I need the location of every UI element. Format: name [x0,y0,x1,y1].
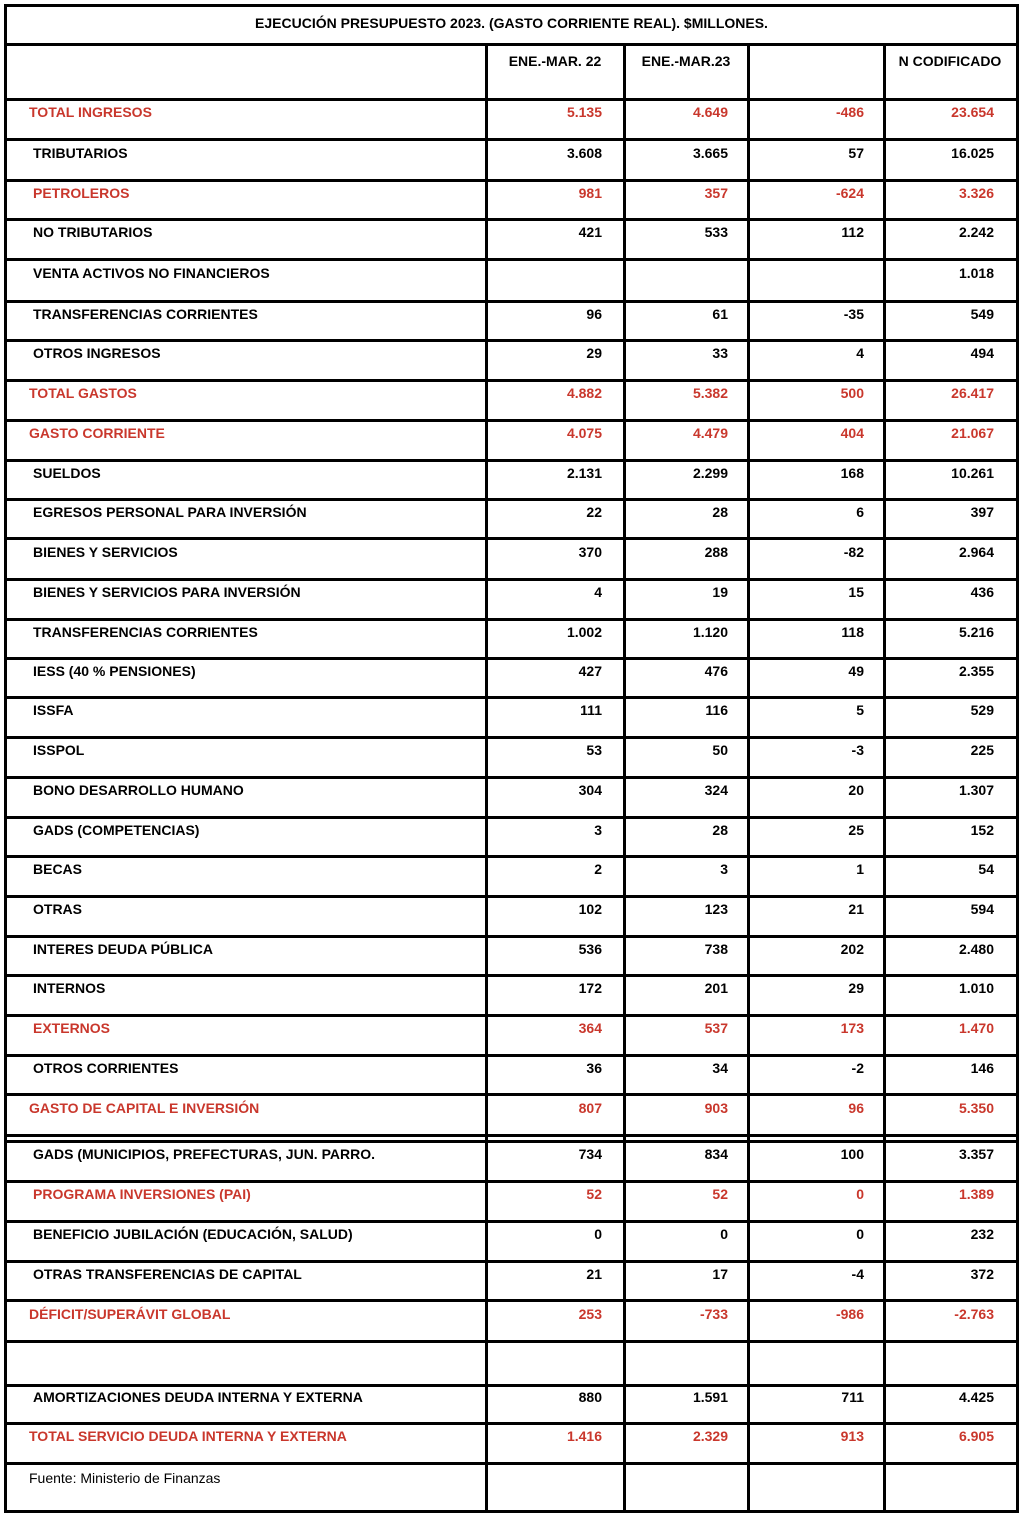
row-label: GADS (MUNICIPIOS, PREFECTURAS, JUN. PARRO. [33,1146,375,1162]
row-label: TOTAL SERVICIO DEUDA INTERNA Y EXTERNA [29,1428,347,1444]
table-row [7,1261,1016,1300]
cell-value: 4 [594,584,602,600]
table-row [7,975,1016,1015]
cell-value: 880 [578,1389,602,1405]
cell-value: 304 [578,782,602,798]
table-row [7,538,1016,579]
cell-value: 3.326 [958,185,994,201]
row-label: DÉFICIT/SUPERÁVIT GLOBAL [29,1306,231,1322]
cell-value: 4 [856,345,864,361]
cell-value: 232 [970,1226,994,1242]
table-row [7,1141,1016,1181]
table-row [7,1015,1016,1055]
row-label: TOTAL INGRESOS [29,104,152,120]
table-row [7,697,1016,737]
cell-value: 2.964 [958,544,994,560]
cell-value: 2.480 [958,941,994,957]
cell-value: 61 [712,306,728,322]
cell-value: 29 [848,980,864,996]
cell-value: 3 [720,861,728,877]
cell-value: 427 [578,663,602,679]
cell-value: 4.649 [692,104,728,120]
table-row [7,737,1016,777]
cell-value: 116 [705,702,728,718]
row-label: BECAS [33,861,83,877]
cell-value: 2 [594,861,602,877]
row-label: TRIBUTARIOS [33,145,128,161]
cell-value: 168 [840,465,864,481]
cell-value: 537 [704,1020,728,1036]
cell-value: 4.479 [692,425,728,441]
row-label: PROGRAMA INVERSIONES (PAI) [33,1186,251,1202]
cell-value: 2.329 [692,1428,728,1444]
source-note: Fuente: Ministerio de Finanzas [29,1470,221,1486]
cell-value: 34 [712,1060,728,1076]
cell-value: 21 [586,1266,602,1282]
cell-value: 10.261 [951,465,994,481]
cell-value: 146 [970,1060,994,1076]
cell-value: 288 [704,544,728,560]
cell-value: 21 [848,901,864,917]
cell-value: 1.416 [566,1428,602,1444]
cell-value: 4.075 [566,425,602,441]
cell-value: 0 [856,1186,864,1202]
cell-value: 23.654 [951,104,994,120]
cell-value: 5.350 [958,1100,994,1116]
cell-value: 3.608 [566,145,602,161]
cell-value: 102 [578,901,602,917]
cell-value: 1.002 [566,624,602,640]
cell-value: 364 [578,1020,602,1036]
cell-value: 421 [578,224,602,240]
cell-value: 2.299 [692,465,728,481]
cell-value: 476 [704,663,728,679]
cell-value: 53 [586,742,602,758]
cell-value: 436 [970,584,994,600]
cell-value: 2.131 [566,465,602,481]
cell-value: 100 [840,1146,864,1162]
table-row [7,301,1016,340]
table-row [7,180,1016,219]
cell-value: 15 [848,584,864,600]
cell-value: 834 [704,1146,728,1162]
row-label: EXTERNOS [33,1020,111,1036]
table-row [7,896,1016,936]
cell-value: 52 [586,1186,602,1202]
cell-value: 711 [841,1389,864,1405]
table-row [7,380,1016,420]
row-label: BIENES Y SERVICIOS PARA INVERSIÓN [33,584,301,600]
cell-value: 1.307 [958,782,994,798]
cell-value: 324 [704,782,728,798]
table-row [7,579,1016,619]
row-label: BONO DESARROLLO HUMANO [33,782,244,798]
row-label: TRANSFERENCIAS CORRIENTES [33,306,258,322]
cell-value: 533 [704,224,728,240]
cell-value: 1.470 [958,1020,994,1036]
cell-value: 5 [856,702,864,718]
cell-value: 22 [586,504,602,520]
row-label: INTERNOS [33,980,106,996]
table-row [7,1221,1016,1261]
cell-value: 903 [704,1100,728,1116]
cell-value: 2.355 [958,663,994,679]
table-row [7,139,1016,180]
cell-value: -986 [835,1306,864,1322]
cell-value: 1.120 [692,624,728,640]
cell-value: -4 [851,1266,864,1282]
cell-value: 21.067 [951,425,994,441]
cell-value: 118 [841,624,864,640]
cell-value: 594 [970,901,994,917]
cell-value: 172 [578,980,602,996]
cell-value: 0 [856,1226,864,1242]
cell-value: 397 [970,504,994,520]
cell-value: -82 [843,544,864,560]
cell-value: 16.025 [951,145,994,161]
cell-value: 6 [856,504,864,520]
cell-value: 549 [970,306,994,322]
row-label: OTRAS [33,901,82,917]
cell-value: 404 [840,425,864,441]
cell-value: 2.242 [958,224,994,240]
cell-value: 49 [848,663,864,679]
table-title: EJECUCIÓN PRESUPUESTO 2023. (GASTO CORRIENTE REAL). $MILLONES. [255,15,768,31]
cell-value: -733 [699,1306,728,1322]
cell-value: 26.417 [951,385,994,401]
table-row [7,817,1016,856]
cell-value: 28 [712,504,728,520]
cell-value: 4.882 [566,385,602,401]
cell-value: 372 [970,1266,994,1282]
cell-value: 3.665 [692,145,728,161]
row-label: PETROLEROS [33,185,130,201]
row-label: NO TRIBUTARIOS [33,224,153,240]
row-label: BENEFICIO JUBILACIÓN (EDUCACIÓN, SALUD) [33,1226,353,1242]
table-row [7,658,1016,697]
cell-value: 57 [848,145,864,161]
row-label: EGRESOS PERSONAL PARA INVERSIÓN [33,504,307,520]
table-row [7,420,1016,460]
cell-value: 96 [848,1100,864,1116]
cell-value: 370 [578,544,602,560]
cell-value: 1 [856,861,864,877]
row-label: OTROS CORRIENTES [33,1060,179,1076]
cell-value: 494 [970,345,994,361]
row-label: VENTA ACTIVOS NO FINANCIEROS [33,265,270,281]
table-row [7,1385,1016,1423]
row-label: SUELDOS [33,465,101,481]
column-header: ENE.-MAR.23 [641,53,731,69]
row-label: GASTO CORRIENTE [29,425,165,441]
table-row [7,1300,1016,1341]
cell-value: -35 [843,306,864,322]
cell-value: 202 [840,941,864,957]
cell-value: 3.357 [958,1146,994,1162]
cell-value: -2.763 [954,1306,994,1322]
table-row [7,219,1016,259]
table-row [7,460,1016,499]
cell-value: 3 [594,822,602,838]
row-label: GASTO DE CAPITAL E INVERSIÓN [29,1100,260,1116]
row-label: OTROS INGRESOS [33,345,161,361]
cell-value: 96 [586,306,602,322]
cell-value: 1.389 [958,1186,994,1202]
table-row [7,499,1016,538]
cell-value: 19 [712,584,728,600]
table-row [7,936,1016,975]
row-label: GADS (COMPETENCIAS) [33,822,200,838]
cell-value: 1.010 [958,980,994,996]
cell-value: 152 [970,822,994,838]
row-divider [7,43,1016,46]
table-row [7,619,1016,658]
cell-value: 52 [712,1186,728,1202]
cell-value: 0 [594,1226,602,1242]
cell-value: 123 [704,901,728,917]
cell-value: 734 [578,1146,602,1162]
row-label: TRANSFERENCIAS CORRIENTES [33,624,258,640]
cell-value: -486 [835,104,864,120]
cell-value: 29 [586,345,602,361]
table-row [7,99,1016,139]
row-label: BIENES Y SERVICIOS [33,544,178,560]
budget-table [4,4,1019,1513]
cell-value: -624 [835,185,864,201]
cell-value: 5.382 [692,385,728,401]
cell-value: 807 [578,1100,602,1116]
cell-value: 981 [578,185,602,201]
cell-value: 253 [578,1306,602,1322]
cell-value: 4.425 [958,1389,994,1405]
cell-value: 111 [580,702,602,718]
row-label: OTRAS TRANSFERENCIAS DE CAPITAL [33,1266,302,1282]
cell-value: 738 [704,941,728,957]
cell-value: 357 [704,185,728,201]
cell-value: 33 [712,345,728,361]
table-row [7,1181,1016,1221]
cell-value: -3 [851,742,864,758]
column-header: N CODIFICADO [898,53,1002,69]
cell-value: 1.018 [958,265,994,281]
row-label: INTERES DEUDA PÚBLICA [33,941,213,957]
cell-value: 173 [840,1020,864,1036]
cell-value: 17 [712,1266,728,1282]
cell-value: 225 [970,742,994,758]
cell-value: 28 [712,822,728,838]
table-row [7,1055,1016,1094]
row-label: TOTAL GASTOS [29,385,137,401]
row-label: AMORTIZACIONES DEUDA INTERNA Y EXTERNA [33,1389,363,1405]
table-row [7,259,1016,301]
cell-value: 50 [712,742,728,758]
row-label: IESS (40 % PENSIONES) [33,663,196,679]
cell-value: 6.905 [958,1428,994,1444]
cell-value: 36 [586,1060,602,1076]
cell-value: -2 [851,1060,864,1076]
column-header: ENE.-MAR. 22 [508,53,602,69]
table-row [7,856,1016,896]
cell-value: 529 [970,702,994,718]
table-row [7,777,1016,817]
cell-value: 536 [578,941,602,957]
cell-value: 1.591 [692,1389,728,1405]
table-row [7,340,1016,380]
cell-value: 54 [978,861,994,877]
cell-value: 913 [840,1428,864,1444]
cell-value: 112 [841,224,864,240]
cell-value: 201 [704,980,728,996]
cell-value: 5.135 [566,104,602,120]
cell-value: 0 [720,1226,728,1242]
cell-value: 20 [848,782,864,798]
table-row [7,1341,1016,1385]
table-row [7,1094,1016,1135]
table-row [7,1423,1016,1463]
row-label: ISSPOL [33,742,85,758]
cell-value: 500 [840,385,864,401]
cell-value: 5.216 [958,624,994,640]
cell-value: 25 [848,822,864,838]
row-label: ISSFA [33,702,74,718]
